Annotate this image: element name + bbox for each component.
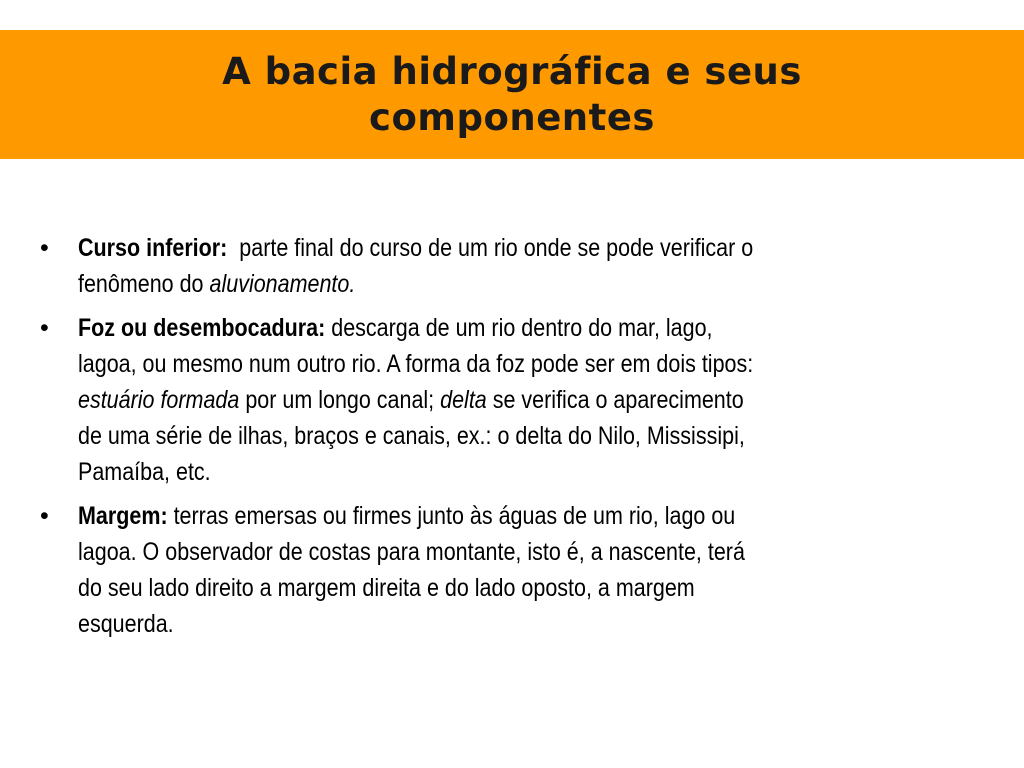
definition-text: terras emersas ou firmes junto às águas de um rio, lago ou — [173, 502, 736, 530]
bullet-line — [78, 230, 854, 266]
emphasis-text: estuário formada — [78, 386, 240, 414]
definition-text: descarga de um rio dentro do mar, lago, — [331, 314, 713, 342]
bullet-margem — [40, 498, 980, 642]
definition-text: lagoa. O observador de costas para montante, isto é, a nascente, terá — [78, 538, 745, 566]
slide-title-line-2: componentes — [369, 95, 655, 139]
definition-text: lagoa, ou mesmo num outro rio. A forma da foz pode ser em dois tipos: — [78, 350, 754, 378]
term-label: Margem: — [78, 502, 168, 530]
definition-text: fenômeno do — [78, 270, 210, 298]
bullet-line — [78, 382, 854, 418]
slide-title-line-1: A bacia hidrográfica e seus — [222, 49, 802, 93]
bullet-line — [78, 534, 854, 570]
definition-text: esquerda. — [78, 610, 174, 638]
term-label: Curso inferior: — [78, 234, 228, 262]
bullet-line — [78, 266, 854, 302]
bullet-line — [78, 498, 854, 534]
bullet-foz-desembocadura — [40, 310, 980, 490]
title-band — [0, 30, 1024, 159]
definition-text: Pamaíba, etc. — [78, 458, 211, 486]
term-label: Foz ou desembocadura: — [78, 314, 326, 342]
bullet-line — [78, 570, 854, 606]
bullet-marker: • — [40, 502, 49, 530]
bullet-curso-inferior — [40, 230, 980, 302]
bullet-line — [78, 310, 854, 346]
bullet-line — [78, 346, 854, 382]
bullet-list — [40, 230, 980, 650]
emphasis-text: delta — [440, 386, 487, 414]
definition-text: do seu lado direito a margem direita e do lado oposto, a margem — [78, 574, 695, 602]
bullet-marker: • — [40, 234, 49, 262]
bullet-marker: • — [40, 314, 49, 342]
definition-text: parte final do curso de um rio onde se pode verificar o — [239, 234, 754, 262]
emphasis-text: aluvionamento. — [209, 270, 356, 298]
bullet-line — [78, 606, 854, 642]
bullet-line — [78, 454, 854, 490]
definition-text: por um longo canal; — [239, 386, 441, 414]
definition-text: de uma série de ilhas, braços e canais, ex.: o delta do Nilo, Mississipi, — [78, 422, 745, 450]
bullet-line — [78, 418, 854, 454]
definition-text: se verifica o aparecimento — [486, 386, 744, 414]
